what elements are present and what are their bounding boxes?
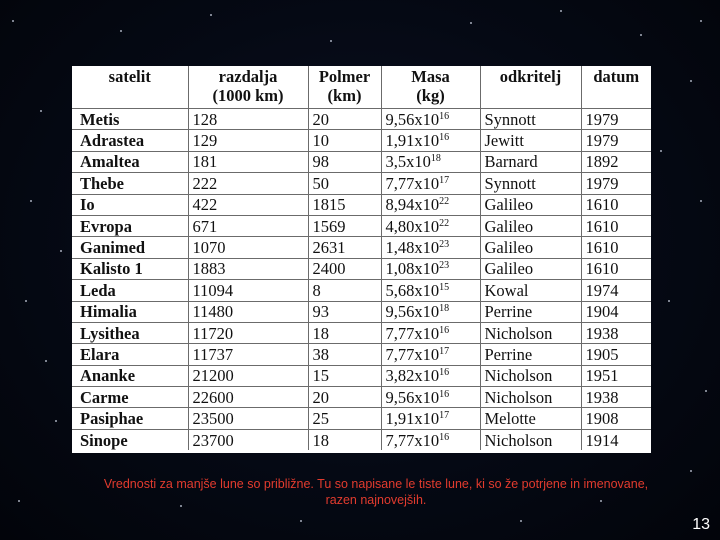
table-row <box>72 280 651 301</box>
table-row <box>72 301 651 322</box>
cell-razdalja: 23700 <box>188 429 308 450</box>
cell-satelit: Carme <box>72 387 188 408</box>
cell-masa: $7,77x10^{16}$ <box>381 429 480 450</box>
mass-exponent: 16 <box>439 132 450 144</box>
table-row <box>72 130 651 151</box>
cell-odkritelj: Galileo <box>480 215 581 236</box>
cell-odkritelj: Galileo <box>480 258 581 279</box>
cell-satelit: Metis <box>72 109 188 130</box>
cell-odkritelj: Nicholson <box>480 365 581 386</box>
cell-masa: $8,94x10^{22}$ <box>381 194 480 215</box>
cell-satelit: Leda <box>72 280 188 301</box>
cell-masa: $4,80x10^{22}$ <box>381 215 480 236</box>
cell-razdalja: 11737 <box>188 344 308 365</box>
cell-satelit: Ananke <box>72 365 188 386</box>
cell-datum: 1908 <box>581 408 651 429</box>
cell-polmer: 18 <box>308 322 381 343</box>
cell-masa: $1,91x10^{16}$ <box>381 130 480 151</box>
header-odkritelj: odkritelj <box>480 66 581 109</box>
cell-polmer: 20 <box>308 109 381 130</box>
cell-razdalja: 128 <box>188 109 308 130</box>
cell-polmer: 1569 <box>308 215 381 236</box>
cell-datum: 1979 <box>581 130 651 151</box>
cell-masa: $3,5x10^{18}$ <box>381 151 480 172</box>
mass-exponent: 16 <box>439 367 450 379</box>
cell-odkritelj: Nicholson <box>480 322 581 343</box>
cell-polmer: 18 <box>308 429 381 450</box>
moons-table-panel <box>72 66 651 453</box>
cell-datum: 1610 <box>581 194 651 215</box>
header-datum: datum <box>581 66 651 109</box>
cell-datum: 1938 <box>581 322 651 343</box>
cell-razdalja: 23500 <box>188 408 308 429</box>
mass-exponent: 22 <box>439 196 450 208</box>
cell-satelit: Lysithea <box>72 322 188 343</box>
header-satelit: satelit <box>72 66 188 109</box>
mass-exponent: 16 <box>439 110 450 122</box>
mass-exponent: 17 <box>439 345 450 357</box>
cell-odkritelj: Nicholson <box>480 387 581 408</box>
cell-polmer: 10 <box>308 130 381 151</box>
cell-odkritelj: Melotte <box>480 408 581 429</box>
cell-satelit: Kalisto 1 <box>72 258 188 279</box>
cell-datum: 1951 <box>581 365 651 386</box>
cell-razdalja: 671 <box>188 215 308 236</box>
cell-odkritelj: Synnott <box>480 173 581 194</box>
cell-polmer: 1815 <box>308 194 381 215</box>
cell-datum: 1610 <box>581 237 651 258</box>
table-row <box>72 344 651 365</box>
table-row <box>72 408 651 429</box>
cell-satelit: Ganimed <box>72 237 188 258</box>
cell-datum: 1974 <box>581 280 651 301</box>
header-masa: Masa (kg) <box>381 66 480 109</box>
mass-exponent: 22 <box>439 217 450 229</box>
cell-polmer: 2400 <box>308 258 381 279</box>
cell-odkritelj: Kowal <box>480 280 581 301</box>
table-row <box>72 151 651 172</box>
cell-masa: $9,56x10^{16}$ <box>381 387 480 408</box>
cell-datum: 1610 <box>581 215 651 236</box>
cell-razdalja: 129 <box>188 130 308 151</box>
mass-exponent: 16 <box>439 431 450 443</box>
cell-masa: $7,77x10^{16}$ <box>381 322 480 343</box>
cell-polmer: 93 <box>308 301 381 322</box>
cell-datum: 1938 <box>581 387 651 408</box>
cell-polmer: 50 <box>308 173 381 194</box>
cell-satelit: Pasiphae <box>72 408 188 429</box>
cell-masa: $9,56x10^{16}$ <box>381 109 480 130</box>
mass-exponent: 16 <box>439 324 450 336</box>
mass-exponent: 17 <box>439 174 450 186</box>
cell-datum: 1905 <box>581 344 651 365</box>
cell-razdalja: 1883 <box>188 258 308 279</box>
cell-polmer: 2631 <box>308 237 381 258</box>
cell-razdalja: 11480 <box>188 301 308 322</box>
cell-odkritelj: Perrine <box>480 301 581 322</box>
cell-razdalja: 181 <box>188 151 308 172</box>
cell-razdalja: 21200 <box>188 365 308 386</box>
mass-exponent: 23 <box>439 239 450 251</box>
cell-satelit: Thebe <box>72 173 188 194</box>
table-row <box>72 322 651 343</box>
mass-exponent: 16 <box>439 388 450 400</box>
cell-satelit: Elara <box>72 344 188 365</box>
cell-odkritelj: Barnard <box>480 151 581 172</box>
cell-polmer: 38 <box>308 344 381 365</box>
cell-satelit: Adrastea <box>72 130 188 151</box>
cell-polmer: 8 <box>308 280 381 301</box>
table-row <box>72 215 651 236</box>
mass-exponent: 17 <box>439 410 450 422</box>
cell-masa: $7,77x10^{17}$ <box>381 344 480 365</box>
cell-polmer: 15 <box>308 365 381 386</box>
header-polmer: Polmer (km) <box>308 66 381 109</box>
cell-masa: $3,82x10^{16}$ <box>381 365 480 386</box>
table-row <box>72 173 651 194</box>
cell-odkritelj: Synnott <box>480 109 581 130</box>
cell-polmer: 98 <box>308 151 381 172</box>
jupiter-moons-table <box>72 66 651 450</box>
cell-odkritelj: Perrine <box>480 344 581 365</box>
table-row <box>72 194 651 215</box>
cell-datum: 1904 <box>581 301 651 322</box>
cell-masa: $9,56x10^{18}$ <box>381 301 480 322</box>
cell-razdalja: 11094 <box>188 280 308 301</box>
cell-datum: 1610 <box>581 258 651 279</box>
cell-odkritelj: Nicholson <box>480 429 581 450</box>
mass-exponent: 18 <box>430 153 441 165</box>
footnote-caption: Vrednosti za manjše lune so približne. Tu so napisane le tiste lune, ki so že potrjene in imenovane, razen najnovejših. <box>103 477 649 507</box>
table-row <box>72 237 651 258</box>
table-row <box>72 365 651 386</box>
cell-satelit: Evropa <box>72 215 188 236</box>
table-row <box>72 109 651 130</box>
cell-datum: 1892 <box>581 151 651 172</box>
cell-odkritelj: Galileo <box>480 237 581 258</box>
cell-razdalja: 22600 <box>188 387 308 408</box>
cell-razdalja: 422 <box>188 194 308 215</box>
cell-datum: 1914 <box>585 430 619 450</box>
table-row <box>72 429 651 450</box>
table-header-row <box>72 66 651 109</box>
cell-datum: 1979 <box>581 173 651 194</box>
cell-masa: $1,48x10^{23}$ <box>381 237 480 258</box>
mass-exponent: 23 <box>439 260 450 272</box>
cell-masa: $1,91x10^{17}$ <box>381 408 480 429</box>
cell-razdalja: 1070 <box>188 237 308 258</box>
cell-razdalja: 222 <box>188 173 308 194</box>
header-razdalja: razdalja (1000 km) <box>188 66 308 109</box>
table-row <box>72 258 651 279</box>
cell-masa: $1,08x10^{23}$ <box>381 258 480 279</box>
page-number: 13 <box>692 516 710 533</box>
cell-satelit: Himalia <box>72 301 188 322</box>
cell-razdalja: 11720 <box>188 322 308 343</box>
table-row <box>72 387 651 408</box>
mass-exponent: 18 <box>439 303 450 315</box>
cell-odkritelj: Jewitt <box>480 130 581 151</box>
cell-odkritelj: Galileo <box>480 194 581 215</box>
cell-polmer: 20 <box>308 387 381 408</box>
cell-satelit: Io <box>72 194 188 215</box>
cell-satelit: Amaltea <box>72 151 188 172</box>
cell-datum: 1979 <box>581 109 651 130</box>
cell-satelit: Sinope <box>72 429 188 450</box>
cell-polmer: 25 <box>308 408 381 429</box>
mass-exponent: 15 <box>439 281 450 293</box>
cell-masa: $7,77x10^{17}$ <box>381 173 480 194</box>
cell-masa: $5,68x10^{15}$ <box>381 280 480 301</box>
